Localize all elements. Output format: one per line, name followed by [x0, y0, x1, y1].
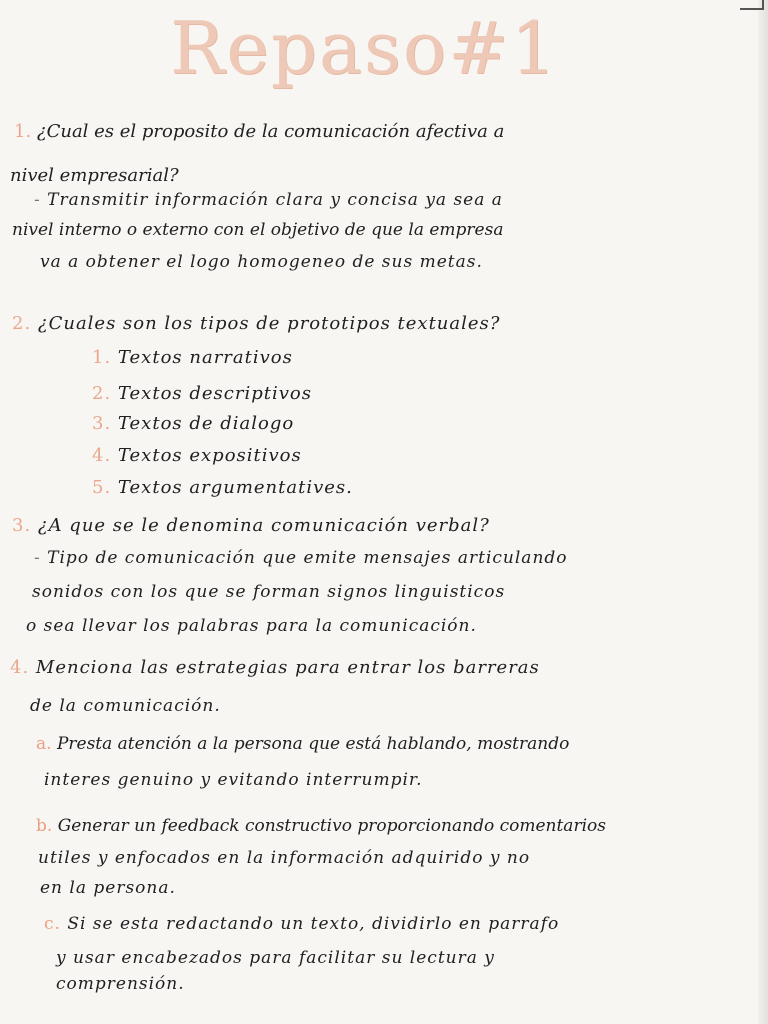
answer-3-text-line-2: sonidos con los que se forman signos linguisticos — [32, 582, 506, 602]
list-item-1-text: Textos narrativos — [117, 347, 293, 368]
strategy-b-text-line-3: en la persona. — [40, 878, 176, 898]
list-item-1 — [92, 346, 293, 370]
question-4-number: 4. — [10, 657, 30, 678]
question-3-text: ¿A que se le denomina comunicación verbal? — [37, 515, 490, 536]
question-4-text-line-2: de la comunicación. — [30, 696, 221, 716]
question-2 — [12, 312, 500, 336]
answer-3-text-line-1: Tipo de comunicación que emite mensajes articulando — [47, 548, 568, 568]
list-item-1-number: 1. — [92, 347, 112, 368]
strategy-b-text-line-1: Generar un feedback constructivo proporcionando comentarios — [57, 816, 606, 836]
list-item-2-number: 2. — [92, 383, 112, 404]
question-3-number: 3. — [12, 515, 32, 536]
strategy-c-letter: c. — [44, 914, 61, 934]
strategy-a-line-1 — [36, 732, 569, 756]
strategy-c-text-line-3: comprensión. — [56, 974, 185, 994]
question-1-text-line-2: nivel empresarial? — [10, 165, 179, 186]
answer-1-text-line-3: va a obtener el logo homogeneo de sus metas. — [40, 252, 483, 272]
question-4-text-line-1: Menciona las estrategias para entrar los barreras — [35, 657, 540, 678]
strategy-a-text-line-2: interes genuino y evitando interrumpir. — [44, 770, 423, 790]
list-item-5-number: 5. — [92, 477, 112, 498]
answer-3-line-1 — [34, 546, 568, 570]
answer-3-text-line-3: o sea llevar los palabras para la comunicación. — [26, 616, 477, 636]
corner-mark — [740, 0, 764, 10]
question-1 — [14, 120, 504, 144]
page-edge-shadow — [758, 0, 768, 1024]
page-title: Repaso#1 — [170, 6, 559, 90]
question-1-number: 1. — [14, 121, 32, 142]
strategy-a-letter: a. — [36, 734, 52, 754]
question-1-text-line-1: ¿Cual es el proposito de la comunicación afectiva a — [36, 121, 505, 142]
list-item-2-text: Textos descriptivos — [117, 383, 312, 404]
list-item-4 — [92, 444, 302, 468]
list-item-5-text: Textos argumentatives. — [117, 477, 353, 498]
question-2-number: 2. — [12, 313, 32, 334]
strategy-b-line-1 — [36, 814, 606, 838]
answer-1-line-1 — [34, 188, 503, 212]
list-item-3-number: 3. — [92, 413, 112, 434]
list-item-3-text: Textos de dialogo — [117, 413, 295, 434]
list-item-4-text: Textos expositivos — [117, 445, 302, 466]
question-4 — [10, 656, 540, 680]
question-3 — [12, 514, 490, 538]
answer-3-bullet: - — [34, 548, 41, 568]
list-item-3 — [92, 412, 294, 436]
strategy-a-text-line-1: Presta atención a la persona que está hablando, mostrando — [56, 734, 570, 754]
strategy-b-text-line-2: utiles y enfocados en la información adquirido y no — [38, 848, 531, 868]
question-2-text: ¿Cuales son los tipos de prototipos textuales? — [37, 313, 501, 334]
list-item-4-number: 4. — [92, 445, 112, 466]
strategy-c-text-line-2: y usar encabezados para facilitar su lectura y — [56, 948, 495, 968]
strategy-c-line-1 — [44, 912, 559, 936]
strategy-c-text-line-1: Si se esta redactando un texto, dividirlo en parrafo — [67, 914, 560, 934]
answer-1-text-line-1: Transmitir información clara y concisa ya sea a — [47, 190, 503, 210]
strategy-b-letter: b. — [36, 816, 53, 836]
answer-1-text-line-2: nivel interno o externo con el objetivo de que la empresa — [12, 220, 504, 240]
list-item-5 — [92, 476, 353, 500]
list-item-2 — [92, 382, 312, 406]
answer-1-bullet: - — [34, 190, 41, 210]
